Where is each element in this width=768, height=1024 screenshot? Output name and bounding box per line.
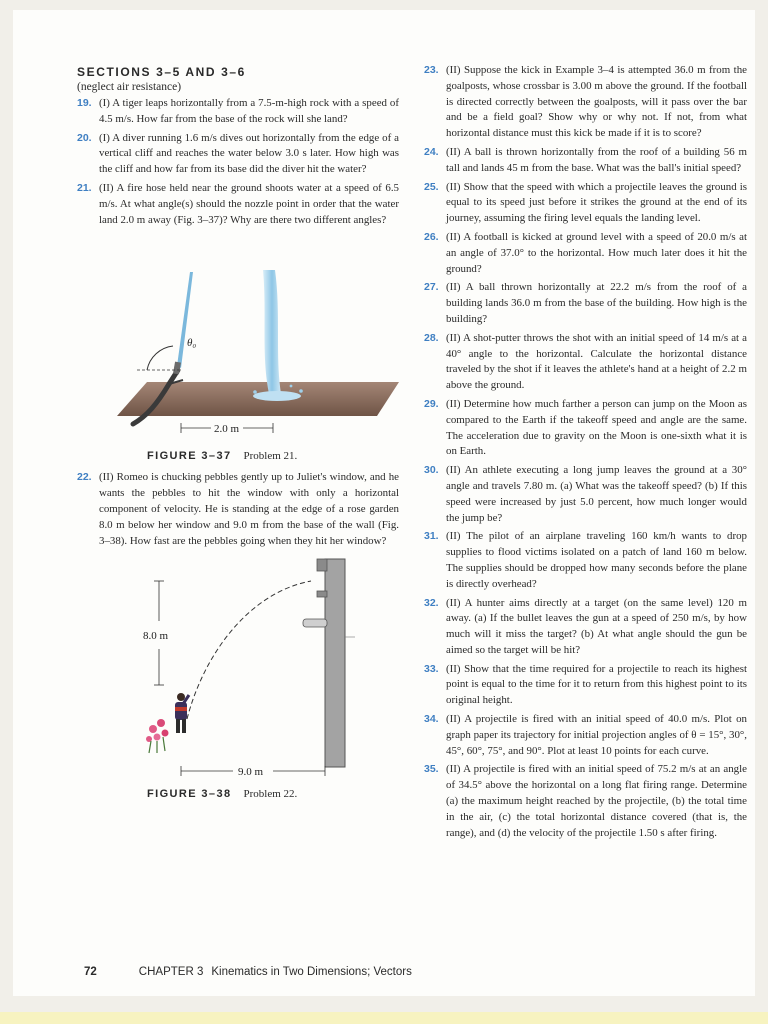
problem-item — [424, 596, 747, 659]
problem-number: 32. — [424, 596, 439, 609]
romeo-figure — [175, 693, 189, 733]
problem-item — [424, 180, 747, 227]
figure-3-38-caption — [147, 787, 297, 803]
problem-item — [424, 463, 747, 526]
chapter-title: Kinematics in Two Dimensions; Vectors — [211, 966, 412, 978]
right-column — [424, 63, 747, 844]
problem-number: 25. — [424, 180, 439, 193]
problem-number: 33. — [424, 662, 439, 675]
figure-label: FIGURE 3–38 — [147, 788, 232, 801]
figure-3-37 — [77, 234, 399, 466]
problem-item — [424, 712, 747, 759]
problem-number: 28. — [424, 331, 439, 344]
pebble-trajectory — [187, 581, 311, 719]
problem-text: (II) A projectile is fired with an initial speed of 40.0 m/s. Plot on graph paper its trajectory for initial projection angles of θ = 15°, 30°, 45°, 60°, 75°, and 90°. Plot at least 10 points for each curve. — [446, 713, 747, 757]
problem-text: (II) A ball is thrown horizontally from the roof of a building 56 m tall and lands 45 m from the base. What was the ball's initial speed? — [446, 145, 747, 174]
water-column — [263, 270, 281, 394]
problem-text: (II) An athlete executing a long jump leaves the ground at a 30° angle and travels 7.80 m. (a) What was the takeoff speed? (b) If this speed were increased by just 5.0 percent, how much longer would the jump be? — [446, 464, 747, 524]
rose-bush — [146, 719, 169, 753]
problem-item — [424, 280, 747, 327]
problem-item — [77, 131, 399, 178]
problem-number: 23. — [424, 64, 439, 76]
height-label-8m: 8.0 m — [143, 630, 169, 643]
problem-number: 30. — [424, 464, 439, 477]
figure-caption-text: Problem 21. — [243, 450, 298, 463]
problem-text: (II) Romeo is chucking pebbles gently up to Juliet's window, and he wants the pebbles to hit the window with only a horizontal component of velocity. He is standing at the edge of a rose garden 8.0 m below her window and 9.0 m from the base of the wall (Fig. 3–38). How fast are the pebbles going when they hit her window? — [99, 471, 399, 547]
problem-number: 35. — [424, 763, 439, 776]
problem-item — [77, 96, 399, 128]
problem-number: 29. — [424, 397, 439, 410]
figure-label: FIGURE 3–37 — [147, 450, 232, 463]
problem-number: 19. — [77, 97, 92, 109]
distance-label-9m: 9.0 m — [238, 766, 264, 779]
fire-hose-illustration — [77, 234, 399, 466]
problem-text: (II) A ball thrown horizontally at 22.2 m/s from the roof of a building lands 36.0 m from the base of the building. How high is the building? — [446, 281, 747, 325]
problem-item — [77, 181, 399, 228]
figure-3-38 — [77, 557, 399, 807]
problem-number: 21. — [77, 181, 92, 194]
distance-label-2m: 2.0 m — [214, 423, 240, 436]
romeo-juliet-illustration — [77, 557, 399, 807]
wall — [325, 559, 345, 767]
problem-number: 24. — [424, 145, 439, 158]
problem-item — [424, 145, 747, 177]
figure-caption-text: Problem 22. — [243, 788, 298, 801]
window-ledge — [303, 619, 327, 627]
chapter-label: CHAPTER 3 — [138, 966, 204, 978]
left-problem-list — [77, 96, 399, 228]
problem-text: (II) A hunter aims directly at a target (on the same level) 120 m away. (a) If the bullet leaves the gun at a speed of 250 m/s, by how much will it miss the target? (b) At what angle should the gun be aimed so the target will be hit? — [446, 596, 747, 656]
problem-text: (II) A shot-putter throws the shot with an initial speed of 14 m/s at a 40° angle to the horizontal. Calculate the horizontal distance traveled by the shot if it leaves the athlete's hand at a height of 2.2 m above the ground. — [446, 331, 747, 392]
angle-label: θ₀ — [187, 337, 197, 350]
problem-item — [424, 662, 747, 709]
problem-text: (I) A diver running 1.6 m/s dives out horizontally from the edge of a vertical cliff and reaches the water below 3.0 s later. How high was the cliff and how far from its base did the diver hit the water? — [99, 131, 399, 176]
water-splash — [253, 391, 301, 401]
problem-text: (II) Suppose the kick in Example 3–4 is attempted 36.0 m from the goalposts, whose crossbar is 3.00 m above the ground. If the football is directed correctly between the goalposts, will it pass over the bar and be a field goal? Show why or why not. If not, from what horizontal distance must this kick be made if it is to score? — [446, 64, 747, 140]
left-column — [77, 64, 399, 807]
problem-number: 20. — [77, 131, 92, 144]
problem-number: 22. — [77, 471, 92, 484]
problem-text: (II) Show that the time required for a projectile to reach its highest point is equal to the time for it to return from this highest point to its original height. — [446, 662, 747, 707]
problem-22 — [77, 470, 399, 549]
problem-item — [424, 529, 747, 592]
scan-margin — [0, 1012, 768, 1024]
problem-number: 34. — [424, 713, 439, 726]
figure-3-37-caption — [147, 449, 297, 465]
problem-number: 31. — [424, 530, 439, 543]
problem-text: (II) The pilot of an airplane traveling 160 km/h wants to drop supplies to flood victims isolated on a patch of land 160 m below. The supplies should be dropped how many seconds before the plane is directly overhead? — [446, 530, 747, 590]
problem-item — [424, 397, 747, 460]
problem-number: 26. — [424, 230, 439, 243]
section-subheading: (neglect air resistance) — [77, 81, 182, 93]
problem-text: (II) Determine how much farther a person can jump on the Moon as compared to the Earth if the takeoff speed and angle are the same. The acceleration due to gravity on the Moon is one-sixth what it is on Earth. — [446, 397, 747, 458]
page-footer — [84, 966, 412, 978]
angle-arc — [147, 346, 173, 370]
right-problem-list — [424, 63, 747, 841]
problem-text: (II) Show that the speed with which a projectile leaves the ground is equal to its speed just before it strikes the ground at the end of its journey, assuming the firing level equals the landing level. — [446, 180, 747, 225]
problem-text: (II) A fire hose held near the ground shoots water at a speed of 6.5 m/s. At what angle(s) should the nozzle point in order that the water land 2.0 m away (Fig. 3–37)? Why are there two different angles? — [99, 181, 399, 226]
page-number: 72 — [84, 966, 97, 978]
water-stream-up — [177, 272, 193, 368]
problem-item — [424, 63, 747, 142]
problem-item — [424, 331, 747, 394]
section-heading: SECTIONS 3–5 AND 3–6 — [77, 65, 246, 79]
problem-text: (II) A football is kicked at ground level with a speed of 20.0 m/s at an angle of 37.0° to the horizontal. How much later does it hit the ground? — [446, 230, 747, 275]
problem-text: (II) A projectile is fired with an initial speed of 75.2 m/s at an angle of 34.5° above the horizontal on a long flat firing range. Determine (a) the maximum height reached by the projectile, (b) the total time in the air, (c) the total horizontal distance covered (that is, the range), and (d) the velocity of the projectile 1.50 s after firing. — [446, 763, 747, 839]
problem-number: 27. — [424, 281, 439, 294]
nozzle — [173, 362, 181, 375]
problem-item — [424, 762, 747, 841]
problem-text: (I) A tiger leaps horizontally from a 7.5-m-high rock with a speed of 4.5 m/s. How far from the base of the rock will she land? — [99, 97, 399, 125]
problem-item — [424, 230, 747, 277]
